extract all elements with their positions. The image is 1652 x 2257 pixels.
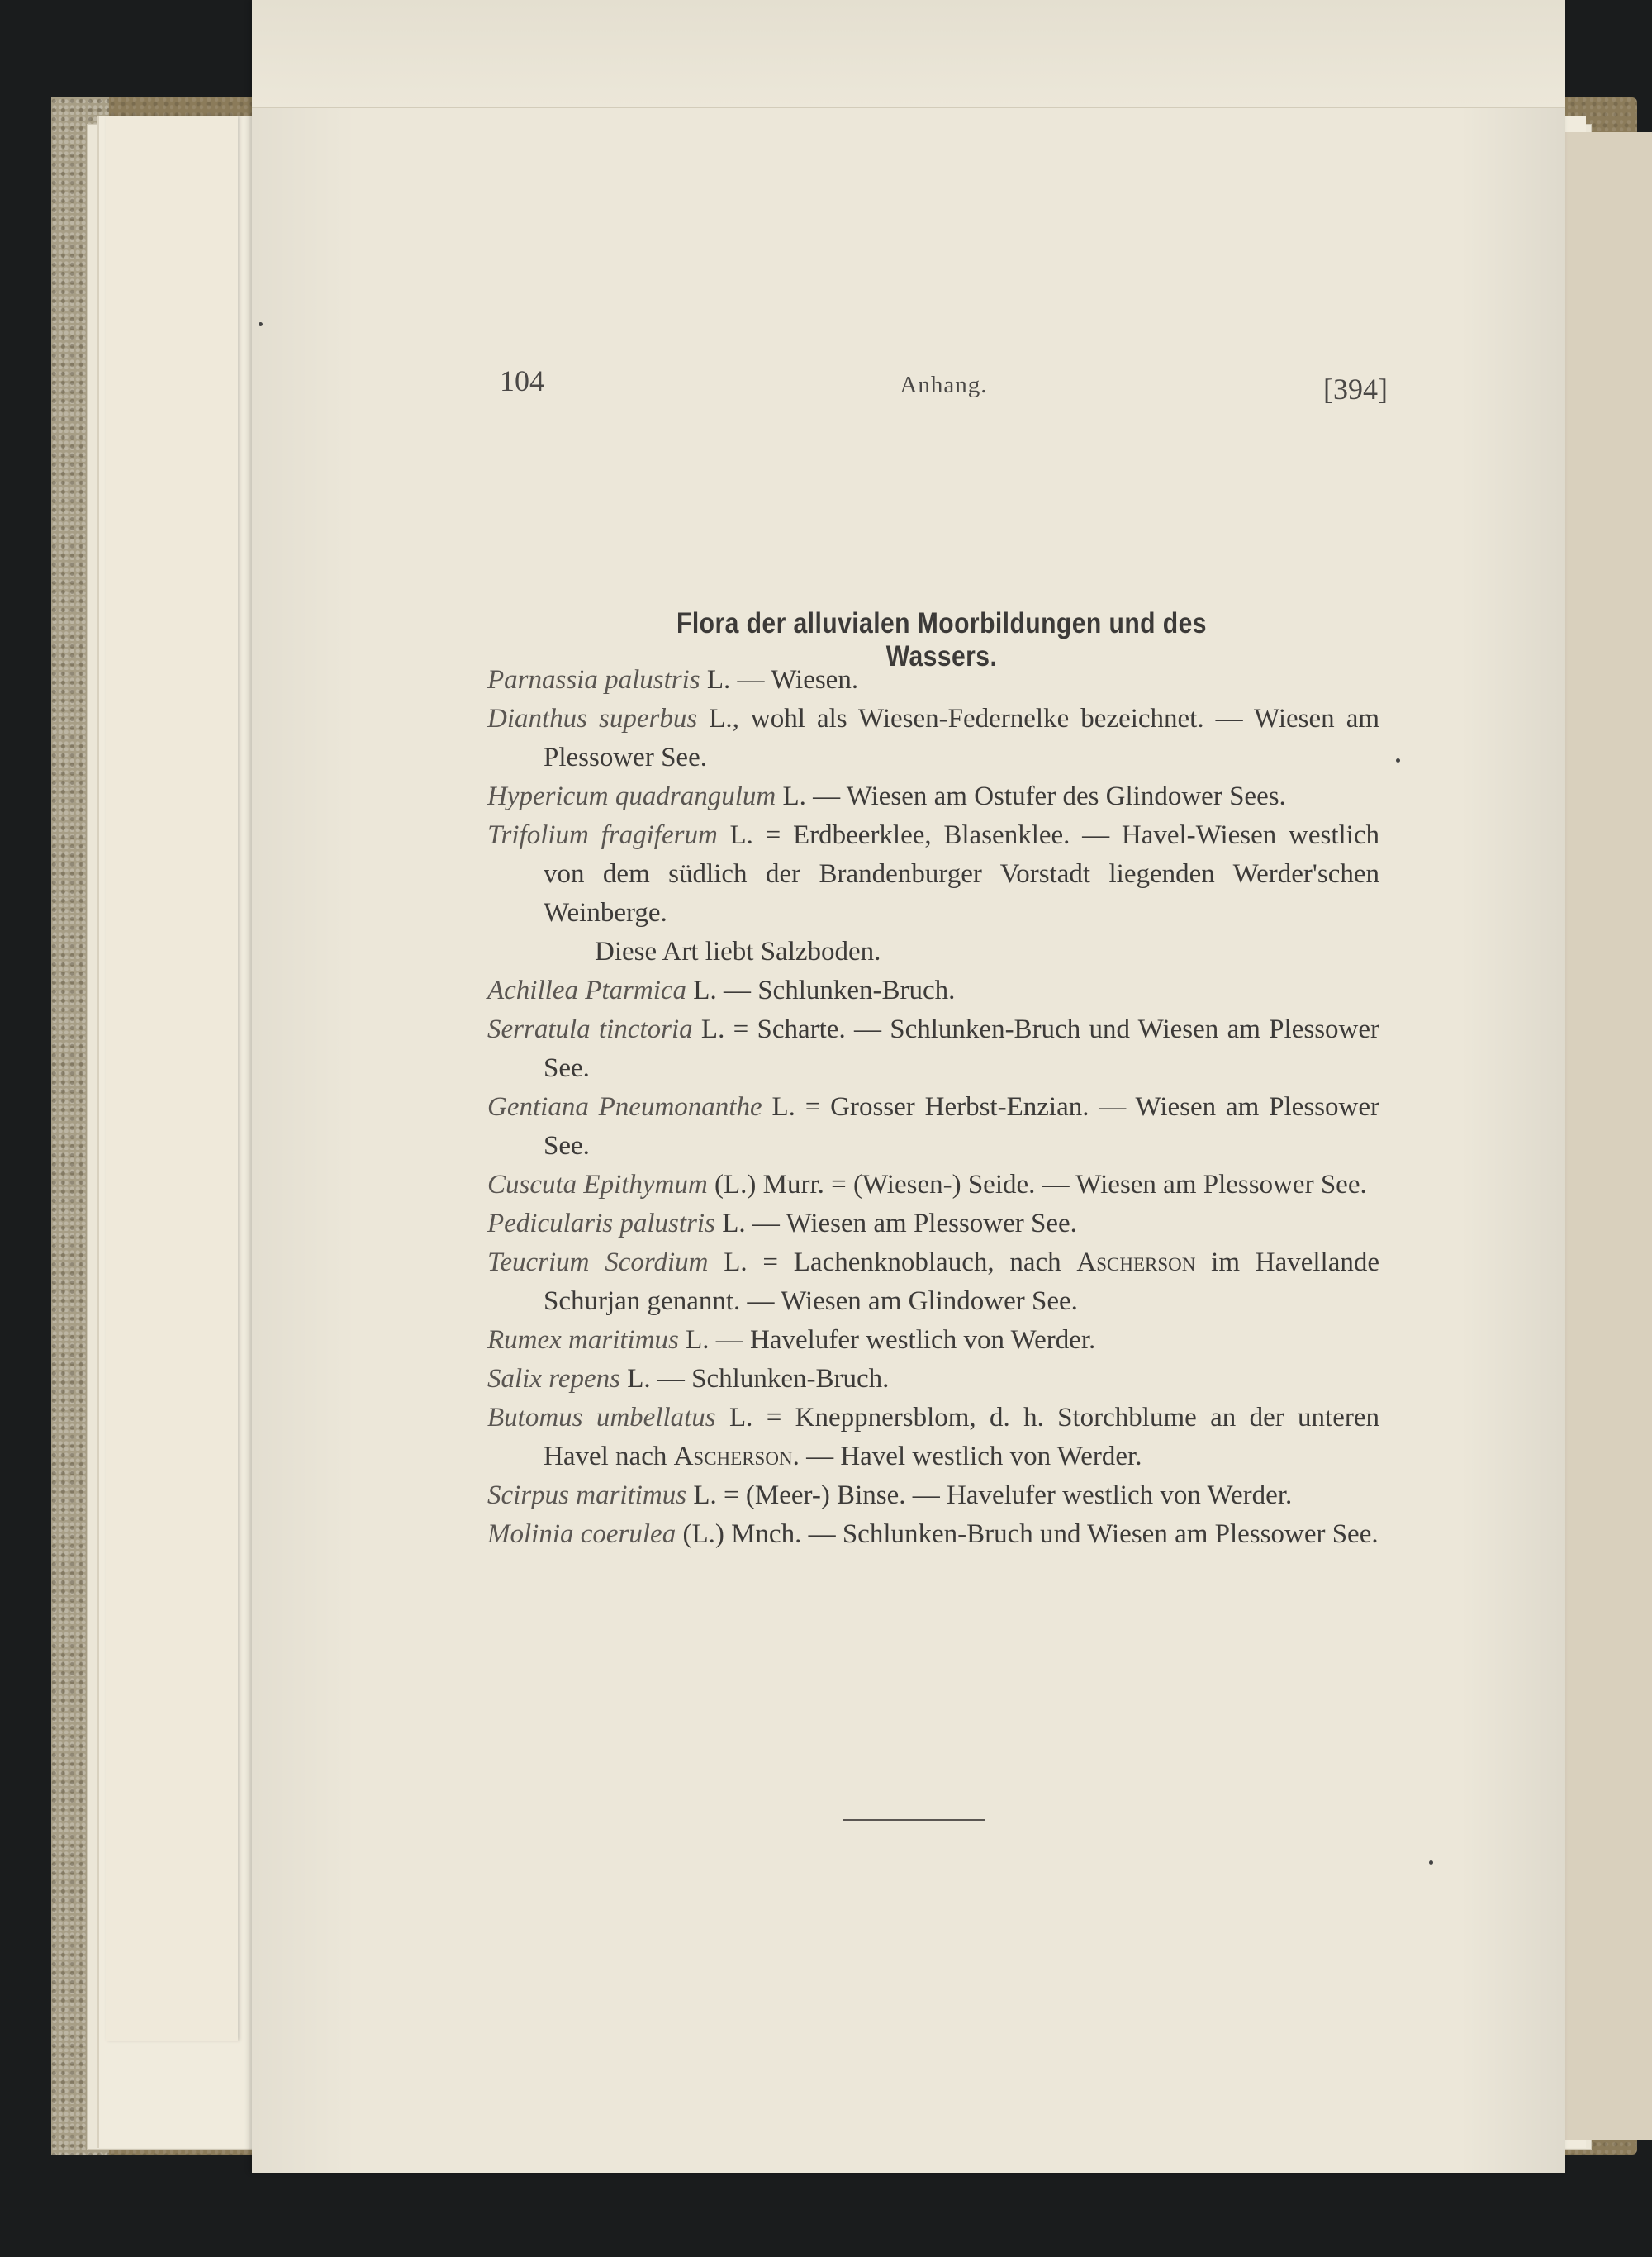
species-name: Teucrium Scordium xyxy=(487,1247,709,1277)
species-name: Rumex maritimus xyxy=(487,1325,679,1355)
species-name: Scirpus maritimus xyxy=(487,1480,687,1510)
species-description: L. = Erdbeerklee, Blasenklee. — Havel-Wiesen westlich von dem südlich der Brandenburger Vorstadt liegenden Werder'schen Weinberge. xyxy=(544,820,1379,928)
section-title: Flora der alluvialen Moorbildungen und des Wassers. xyxy=(676,607,1207,672)
species-description: (L.) Mnch. — Schlunken-Bruch und Wiesen am Plessower See. xyxy=(676,1519,1379,1549)
speck xyxy=(1396,758,1400,763)
species-entry xyxy=(487,661,1379,700)
species-description: L. = (Meer-) Binse. — Havelufer westlich von Werder. xyxy=(686,1480,1293,1510)
species-name: Serratula tinctoria xyxy=(487,1014,693,1044)
species-description: L. — Wiesen am Plessower See. xyxy=(714,1209,1077,1238)
species-name: Molinia coerulea xyxy=(487,1519,676,1549)
species-entry xyxy=(487,1360,1379,1399)
species-entry xyxy=(487,1321,1379,1360)
species-description: L. = Grosser Herbst-Enzian. — Wiesen am Plessower See. xyxy=(544,1092,1379,1161)
species-entry xyxy=(487,1166,1379,1205)
species-entry xyxy=(487,1399,1379,1476)
species-entry xyxy=(487,700,1379,777)
species-entry xyxy=(487,1205,1379,1243)
species-list xyxy=(487,661,1379,1554)
facing-page-edge xyxy=(1561,132,1652,2140)
species-name: Pedicularis palustris xyxy=(487,1209,715,1238)
species-entry xyxy=(487,777,1379,816)
species-description-continued: . — Havel westlich von Werder. xyxy=(792,1442,1142,1471)
species-entry xyxy=(487,1515,1379,1554)
species-entry xyxy=(487,972,1379,1010)
running-title: Anhang. xyxy=(900,372,988,398)
species-description: L. = Scharte. — Schlunken-Bruch und Wiesen am Plessower See. xyxy=(544,1014,1379,1083)
closing-rule xyxy=(843,1819,985,1821)
species-name: Trifolium fragiferum xyxy=(487,820,718,850)
species-entry xyxy=(487,1088,1379,1166)
species-description: L. — Schlunken-Bruch. xyxy=(686,976,956,1005)
species-note: Diese Art liebt Salzboden. xyxy=(595,937,881,967)
species-description: (L.) Murr. = (Wiesen-) Seide. — Wiesen am Plessower See. xyxy=(707,1170,1367,1200)
species-name: Gentiana Pneumonanthe xyxy=(487,1092,762,1122)
author-name: Ascherson xyxy=(673,1442,793,1471)
species-name: Parnassia palustris xyxy=(487,665,700,695)
species-entry xyxy=(487,1010,1379,1088)
species-name: Hypericum quadrangulum xyxy=(487,782,776,811)
author-name: Ascherson xyxy=(1076,1247,1196,1277)
page-top-fold xyxy=(252,0,1565,108)
species-description: L. = Kneppnersblom, d. h. Storchblume an der unteren Havel nach xyxy=(544,1403,1379,1471)
species-description-continued: im Havellande Schurjan genannt. — Wiesen am Glindower See. xyxy=(544,1247,1379,1316)
species-name: Butomus umbellatus xyxy=(487,1403,716,1433)
species-entry xyxy=(487,1476,1379,1515)
species-description: L. — Havelufer westlich von Werder. xyxy=(678,1325,1096,1355)
species-description: L. — Wiesen. xyxy=(700,665,859,695)
species-name: Salix repens xyxy=(487,1364,620,1394)
page-header xyxy=(500,363,1388,413)
species-name: Dianthus superbus xyxy=(487,704,698,734)
species-description: L. — Wiesen am Ostufer des Glindower Sees. xyxy=(776,782,1286,811)
species-description: L. = Lachenknoblauch, nach xyxy=(708,1247,1077,1277)
species-name: Cuscuta Epithymum xyxy=(487,1170,708,1200)
species-name: Achillea Ptarmica xyxy=(487,976,687,1005)
species-entry xyxy=(487,816,1379,933)
speck xyxy=(259,322,263,326)
signature-mark: [394] xyxy=(1323,373,1388,406)
species-description: L. — Schlunken-Bruch. xyxy=(620,1364,890,1394)
page-number: 104 xyxy=(500,364,544,397)
species-description: L., wohl als Wiesen-Federnelke bezeichnet. — Wiesen am Plessower See. xyxy=(544,704,1380,772)
species-entry xyxy=(487,1243,1379,1321)
speck xyxy=(1429,1860,1433,1865)
inserted-leaf xyxy=(106,116,238,2041)
